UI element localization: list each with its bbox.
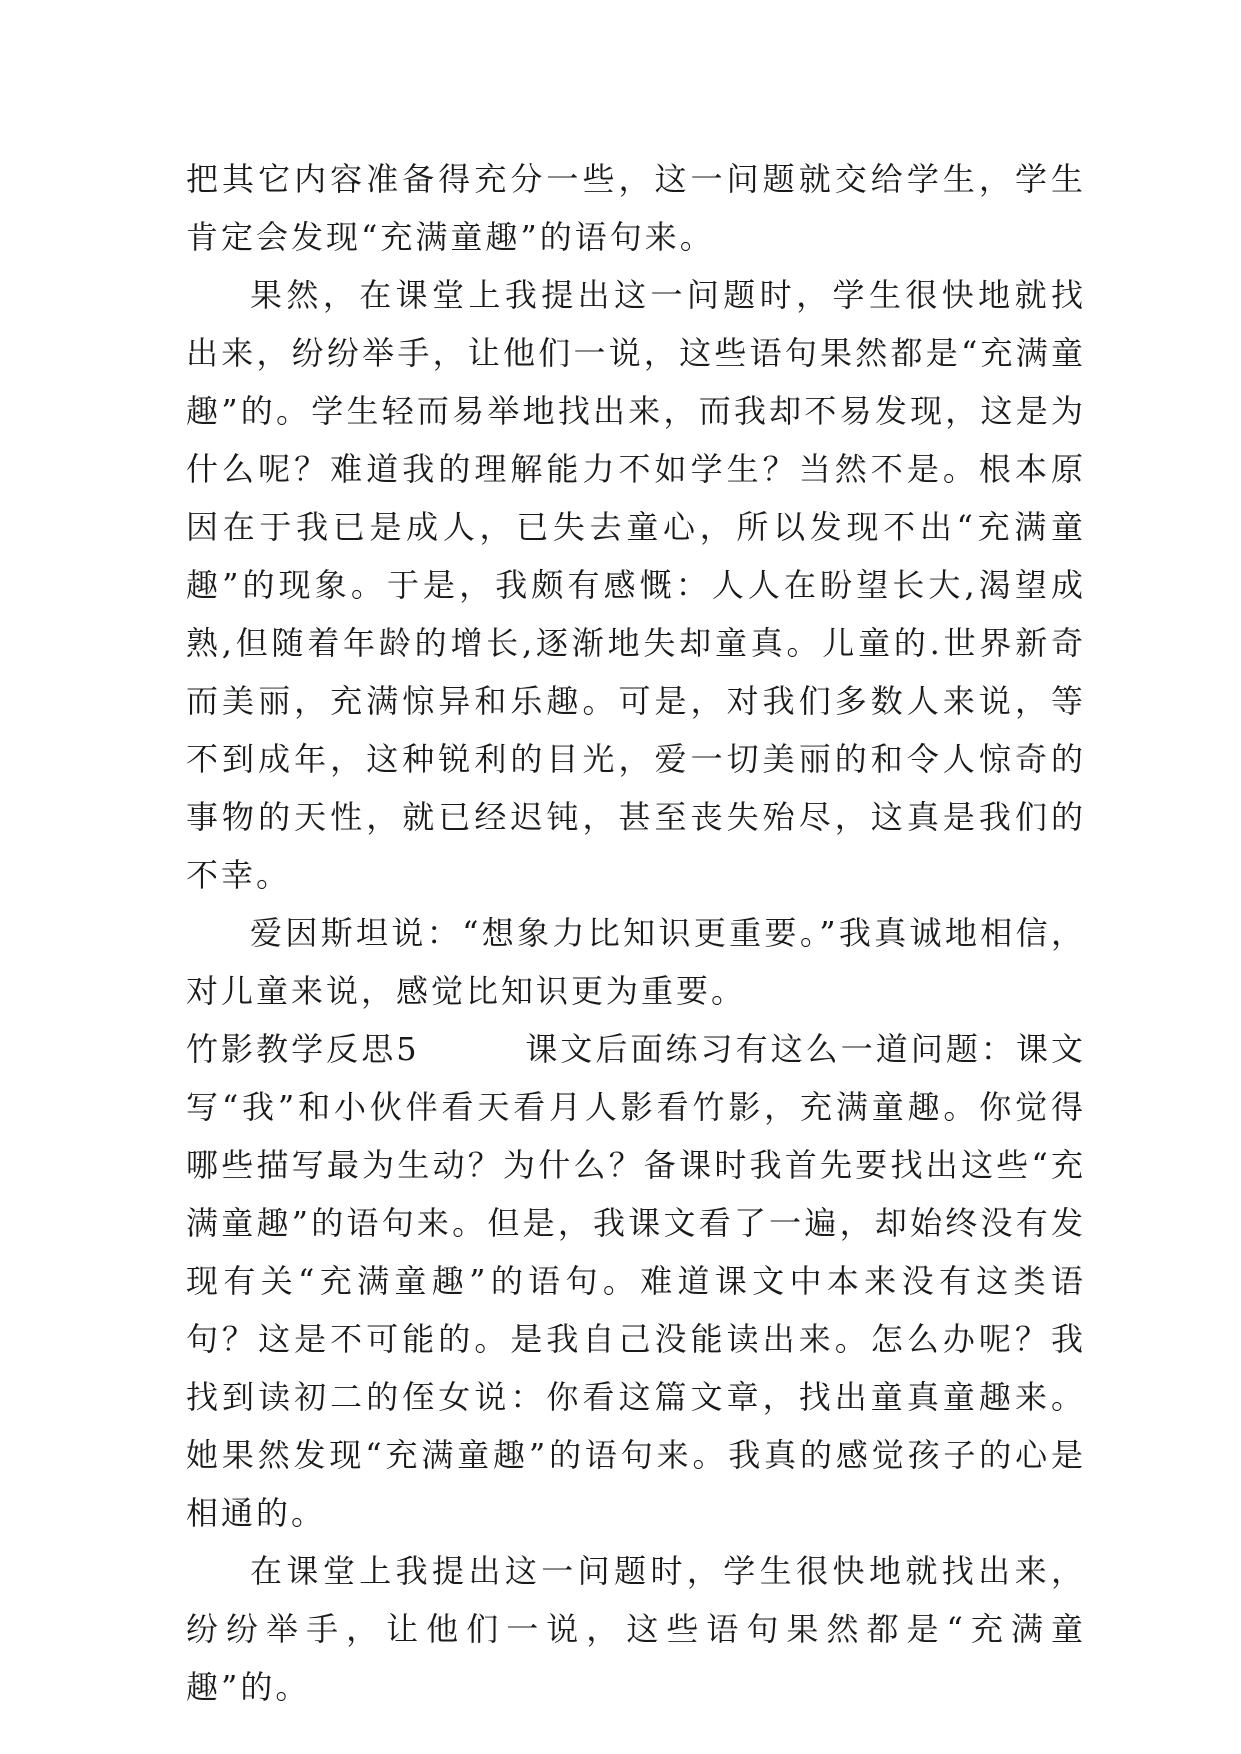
heading-gap <box>420 1030 526 1068</box>
section-paragraph-text: 课文后面练习有这么一道问题：课文写“我”和小伙伴看天看月人影看竹影，充满童趣。你觉得哪些描写最为生动？为什么？备课时我首先要找出这些“充满童趣”的语句来。但是，我课文看了一遍，却始终没有发现有关“充满童趣”的语句。难道课文中本来没有这类语句？这是不可能的。是我自己没能读出来。怎么办呢？我找到读初二的侄女说：你看这篇文章，找出童真童趣来。她果然发现“充满童趣”的语句来。我真的感觉孩子的心是相通的。 <box>186 1030 1086 1532</box>
section-heading: 竹影教学反思5 <box>186 1030 420 1068</box>
document-body <box>186 150 1086 1716</box>
section-paragraph <box>186 1020 1086 1542</box>
paragraph-5: 在课堂上我提出这一问题时，学生很快地就找出来，纷纷举手，让他们一说，这些语句果然都是“充满童趣”的。 <box>186 1552 1086 1706</box>
paragraph-3: 爱因斯坦说：“想象力比知识更重要。”我真诚地相信，对儿童来说，感觉比知识更为重要。 <box>186 914 1086 1010</box>
paragraph-2: 果然，在课堂上我提出这一问题时，学生很快地就找出来，纷纷举手，让他们一说，这些语句果然都是“充满童趣”的。学生轻而易举地找出来，而我却不易发现，这是为什么呢？难道我的理解能力不如学生？当然不是。根本原因在于我已是成人，已失去童心，所以发现不出“充满童趣”的现象。于是，我颇有感慨：人人在盼望长大,渴望成熟,但随着年龄的增长,逐渐地失却童真。儿童的.世界新奇而美丽，充满惊异和乐趣。可是，对我们多数人来说，等不到成年，这种锐利的目光，爱一切美丽的和令人惊奇的事物的天性，就已经迟钝，甚至丧失殆尽，这真是我们的不幸。 <box>186 276 1086 894</box>
paragraph-1: 把其它内容准备得充分一些，这一问题就交给学生，学生肯定会发现“充满童趣”的语句来。 <box>186 160 1086 256</box>
